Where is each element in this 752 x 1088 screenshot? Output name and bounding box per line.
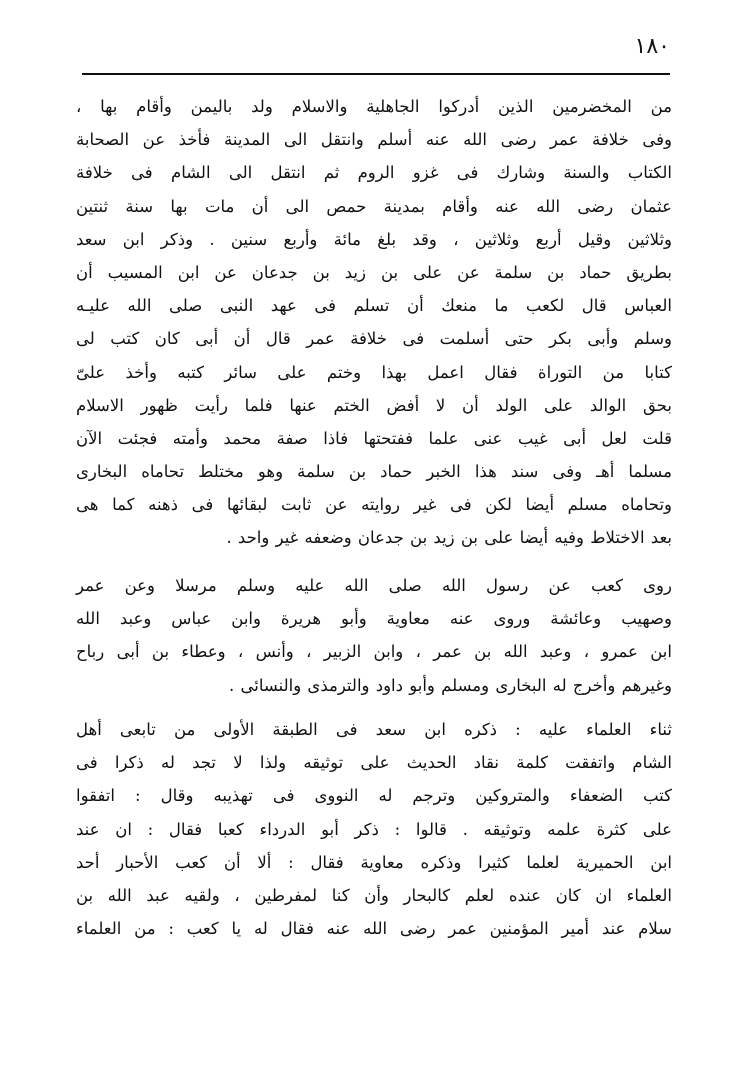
paragraph-biography <box>76 90 672 555</box>
text-line: وغيرهم وأخرج له البخارى ومسلم وأبو داود والترمذى والنسائى . <box>229 675 672 695</box>
text-line: روى كعب عن رسول الله صلى الله عليه وسلم مرسلا وعن عمر <box>76 576 672 595</box>
paragraph-narrations <box>76 569 672 702</box>
text-line: الكتاب والسنة وشارك فى غزو الروم ثم انتقل الى الشام فى خلافة <box>76 163 672 183</box>
text-line: من المخضرمين الذين أدركوا الجاهلية والاسلام ولد باليمن وأقام بها ، <box>76 97 672 116</box>
page-number: ١٨٠ <box>634 34 670 59</box>
text-line: وسلم وأبى بكر حتى أسلمت فى خلافة عمر قال أن أبى كان كتب لى <box>76 329 672 349</box>
text-line: بطريق حماد بن سلمة عن على بن زيد بن جدعان عن ابن المسيب أن <box>76 262 672 282</box>
text-line: بعد الاختلاط وفيه أيضا على بن زيد بن جدعان وضعفه غير واحد . <box>226 528 672 548</box>
text-line: ابن عمرو ، وعبد الله بن عمر ، وابن الزبير ، وأنس ، وعطاء بن أبى رباح <box>76 642 672 662</box>
text-line: بحق الوالد على الولد أن لا أفض الختم عنها فلما رأيت ظهور الاسلام <box>76 395 672 415</box>
text-line: عثمان رضى الله عنه وأقام بمدينة حمص الى أن مات بها سنة ثنتين <box>76 196 672 216</box>
text-line: وتحاماه مسلم أيضا لكن فى غير روايته عن ثابت لبقائها فى ذهنه كما هى <box>76 495 672 515</box>
text-line: ثناء العلماء عليه : ذكره ابن سعد فى الطبقة الأولى من تابعى أهل <box>76 720 672 739</box>
text-line: العلماء ان كان عنده لعلم كالبحار وأن كنا لمفرطين ، ولقيه عبد الله بن <box>76 885 672 905</box>
text-line: ابن الحميرية لعلما كثيرا وذكره معاوية فقال : ألا أن كعب الأحبار أحد <box>76 852 672 872</box>
text-line: وثلاثين وقيل أربع وثلاثين ، وقد بلغ مائة وأربع سنين . وذكر ابن سعد <box>76 229 672 249</box>
text-line: مسلما أهـ وفى سند هذا الخبر حماد بن سلمة وهو مختلط تحاماه البخارى <box>76 462 672 482</box>
text-line: قلت لعل أبى غيب عنى علما ففتحتها فاذا صفة محمد وأمته فجئت الآن <box>76 428 672 448</box>
text-line: سلام عند أمير المؤمنين عمر رضى الله عنه فقال له يا كعب : من العلماء <box>76 919 672 939</box>
text-line: وفى خلافة عمر رضى الله عنه أسلم وانتقل الى المدينة فأخذ عن الصحابة <box>76 130 672 150</box>
text-line: كتب الضعفاء والمتروكين وترجم له النووى فى تهذيبه وقال : اتفقوا <box>76 786 672 806</box>
text-line: كتابا من التوراة فقال اعمل بهذا وختم على سائر كتبه وأخذ علىّ <box>76 362 672 382</box>
text-line: العباس قال لكعب ما منعك أن تسلم فى عهد النبى صلى الله عليـه <box>76 296 672 316</box>
text-line: الشام واتفقت كلمة نقاد الحديث على توثيقه ولذا لا تجد له ذكرا فى <box>76 753 672 773</box>
header-rule <box>82 73 670 75</box>
text-line: وصهيب وعائشة وروى عنه معاوية وأبو هريرة وابن عباس وعبد الله <box>76 609 672 629</box>
paragraph-scholars-praise <box>76 713 672 945</box>
text-line: على كثرة علمه وتوثيقه . قالوا : ذكر أبو الدرداء كعبا فقال : ان عند <box>76 819 672 839</box>
